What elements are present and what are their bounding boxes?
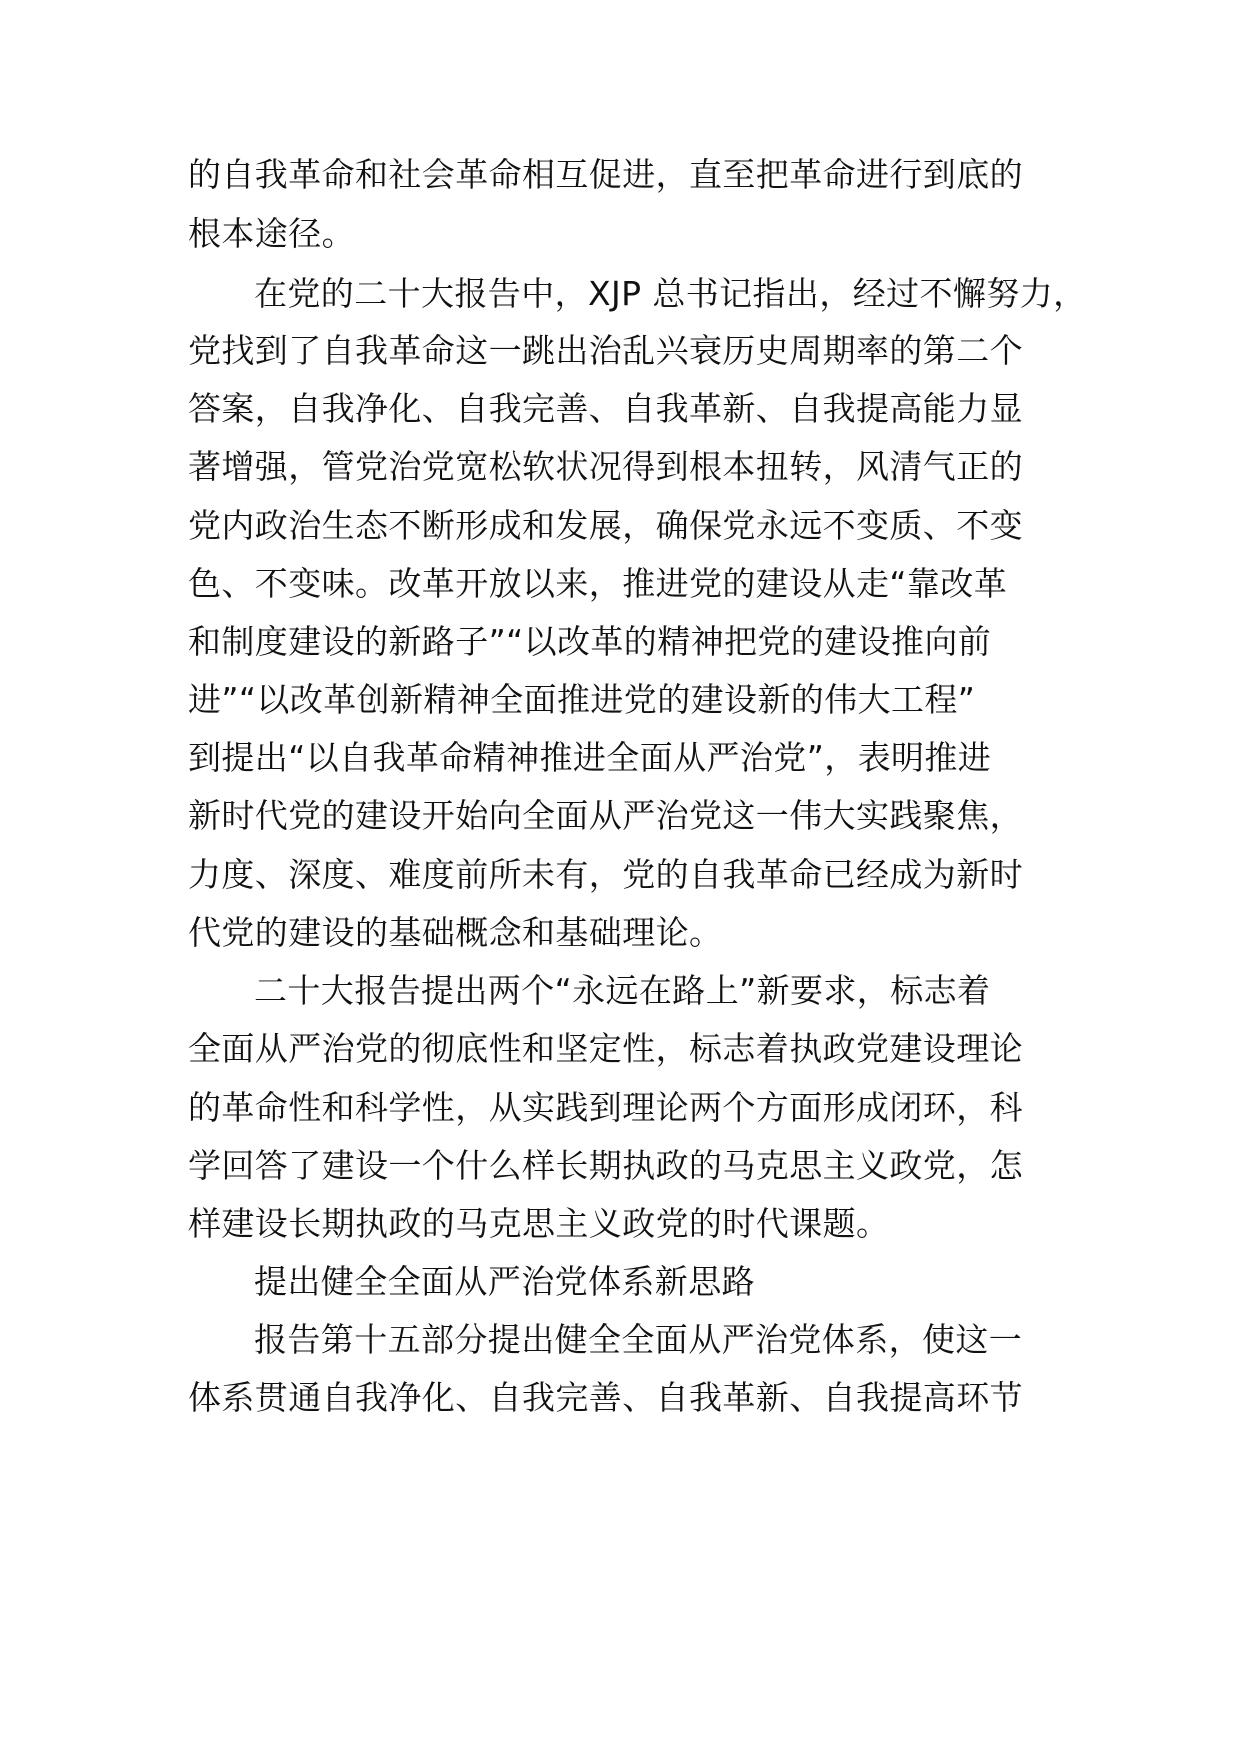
text-line-4: 党找到了自我革命这一跳出治乱兴衰历史周期率的第二个 <box>188 331 1023 370</box>
text-line-9: 和制度建设的新路子”“以改革的精神把党的建设推向前 <box>188 622 992 661</box>
text-line-13: 力度、深度、难度前所未有，党的自我革命已经成为新时 <box>188 855 1023 894</box>
text-line-22: 体系贯通自我净化、自我完善、自我革新、自我提高环节 <box>188 1378 1023 1417</box>
paragraph-start-line: 在党的二十大报告中，XJP 总书记指出，经过不懈努力， <box>254 274 1087 313</box>
text-line-7: 党内政治生态不断形成和发展，确保党永远不变质、不变 <box>188 506 1023 545</box>
text-line-6: 著增强，管党治党宽松软状况得到根本扭转，风清气正的 <box>188 447 1023 486</box>
text-line-1: 的自我革命和社会革命相互促进，直至把革命进行到底的 <box>188 155 1023 194</box>
text-line-17: 的革命性和科学性，从实践到理论两个方面形成闭环，科 <box>188 1088 1023 1127</box>
text-line-11: 到提出“以自我革命精神推进全面从严治党”，表明推进 <box>188 738 992 777</box>
text-line-16: 全面从严治党的彻底性和坚定性，标志着执政党建设理论 <box>188 1029 1023 1068</box>
text-line-5: 答案，自我净化、自我完善、自我革新、自我提高能力显 <box>188 389 1023 428</box>
text-line-2: 根本途径。 <box>188 214 355 253</box>
text-line-10: 进”“以改革创新精神全面推进党的建设新的伟大工程” <box>188 680 976 719</box>
text-line-14: 代党的建设的基础概念和基础理论。 <box>188 913 723 952</box>
text-line-18: 学回答了建设一个什么样长期执政的马克思主义政党，怎 <box>188 1146 1023 1185</box>
section-heading: 提出健全全面从严治党体系新思路 <box>254 1262 755 1301</box>
paragraph-start-line: 报告第十五部分提出健全全面从严治党体系，使这一 <box>254 1320 1023 1359</box>
paragraph-start-line: 二十大报告提出两个“永远在路上”新要求，标志着 <box>254 971 991 1010</box>
text-line-12: 新时代党的建设开始向全面从严治党这一伟大实践聚焦， <box>188 796 1023 835</box>
text-line-19: 样建设长期执政的马克思主义政党的时代课题。 <box>188 1204 890 1243</box>
text-line-8: 色、不变味。改革开放以来，推进党的建设从走“靠改革 <box>188 564 1008 603</box>
